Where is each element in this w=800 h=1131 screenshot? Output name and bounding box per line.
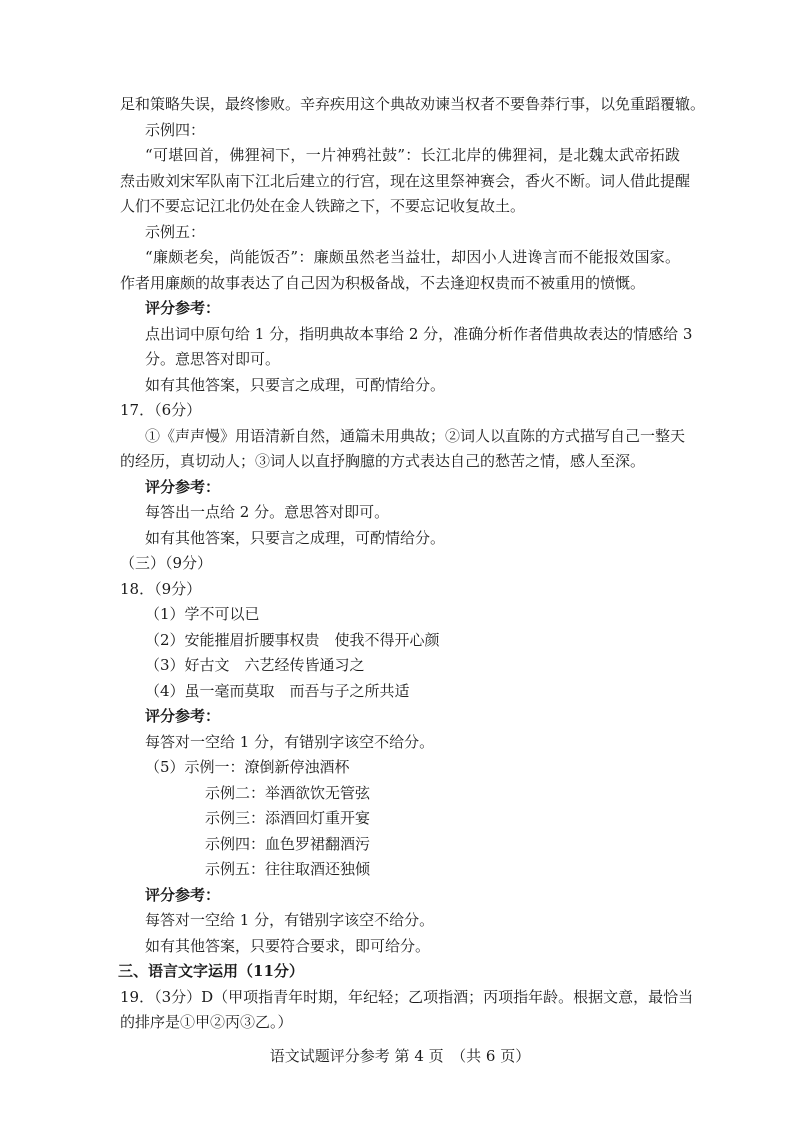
text-line: 示例四：血色罗裙翻酒污 — [205, 834, 371, 853]
text-line: “可堪回首，佛狸祠下，一片神鸦社鼓”：长江北岸的佛狸祠，是北魏太武帝拓跋 — [145, 146, 680, 164]
text-line: “廉颇老矣，尚能饭否”：廉颇虽然老当益壮，却因小人进谗言而不能报效国家。 — [145, 248, 680, 266]
text-line: 17．（6分） — [120, 401, 202, 419]
text-line: 的经历，真切动人；③词人以直抒胸臆的方式表达自己的愁苦之情，感人至深。 — [120, 452, 646, 470]
text-line: 示例四： — [145, 120, 206, 139]
text-line: 的排序是①甲②丙③乙。） — [120, 1013, 293, 1031]
text-line: 示例五：往往取酒还独倾 — [205, 860, 371, 878]
text-line: 焘击败刘宋军队南下江北后建立的行宫，现在这里祭神赛会，香火不断。词人借此提醒 — [120, 171, 691, 190]
text-line: 每答对一空给 1 分，有错别字该空不给分。 — [145, 732, 435, 751]
text-line: 如有其他答案，只要言之成理，可酌情给分。 — [145, 528, 446, 547]
text-line: 示例三：添酒回灯重开宴 — [205, 809, 371, 827]
page-footer: 语文试题评分参考 第 4 页 （共 6 页） — [269, 1047, 531, 1065]
text-line: 如有其他答案，只要言之成理，可酌情给分。 — [145, 375, 446, 394]
text-line: 19．（3分）D（甲项指青年时期，年纪轻；乙项指酒；丙项指年龄。根据文意，最恰当 — [120, 987, 694, 1006]
section-heading: 评分参考： — [145, 299, 221, 317]
text-line: 示例五： — [145, 222, 206, 241]
section-heading: 三、语言文字运用（11分） — [118, 962, 304, 980]
text-line: （三）（9分） — [120, 554, 213, 572]
text-line: 示例二：举酒欲饮无管弦 — [205, 783, 371, 802]
text-line: （5）示例一：潦倒新停浊酒杯 — [145, 758, 350, 776]
text-line: 分。意思答对即可。 — [145, 350, 281, 368]
text-line: 每答对一空给 1 分，有错别字该空不给分。 — [145, 911, 435, 929]
text-line: 18．（9分） — [120, 579, 202, 598]
text-line: （2）安能摧眉折腰事权贵 使我不得开心颜 — [145, 630, 440, 649]
text-line: 人们不要忘记江北仍处在金人铁蹄之下，不要忘记收复故土。 — [120, 197, 526, 215]
page-body — [0, 92, 800, 1036]
text-line: （1）学不可以已 — [145, 605, 260, 623]
text-line: 点出词中原句给 1 分，指明典故本事给 2 分，准确分析作者借典故表达的情感给 3 — [145, 324, 693, 343]
text-line: 足和策略失误，最终惨败。辛弃疾用这个典故劝谏当权者不要鲁莽行事，以免重蹈覆辙。 — [120, 95, 706, 113]
text-line: 如有其他答案，只要符合要求，即可给分。 — [145, 936, 431, 955]
text-line: （3）好古文 六艺经传皆通习之 — [145, 656, 365, 674]
section-heading: 评分参考： — [145, 885, 221, 904]
section-heading: 评分参考： — [145, 477, 221, 496]
text-line: 每答出一点给 2 分。意思答对即可。 — [145, 503, 390, 521]
section-heading: 评分参考： — [145, 707, 221, 725]
text-line: 作者用廉颇的故事表达了自己因为积极备战，不去逢迎权贵而不被重用的愤慨。 — [120, 273, 646, 292]
text-line: ①《声声慢》用语清新自然，通篇未用典故；②词人以直陈的方式描写自己一整天 — [145, 426, 686, 445]
text-line: （4）虽一毫而莫取 而吾与子之所共适 — [145, 681, 410, 700]
